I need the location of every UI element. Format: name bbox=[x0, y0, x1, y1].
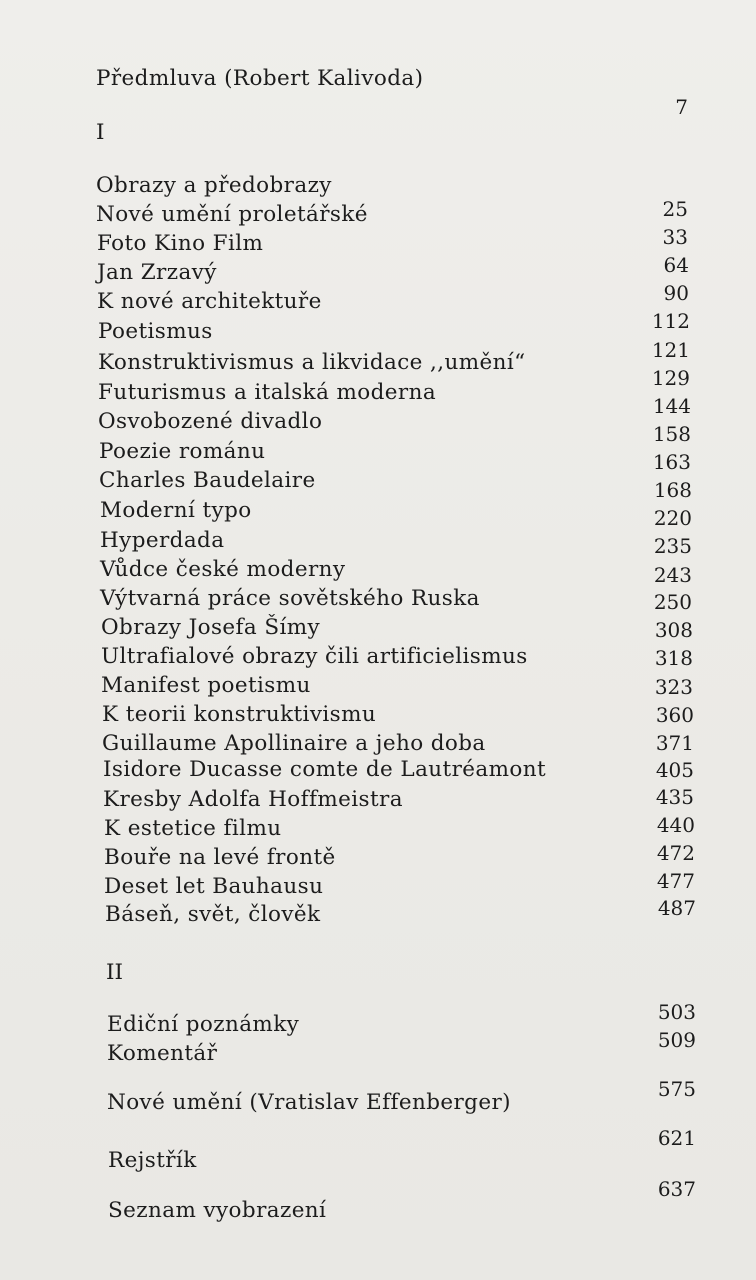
toc-page-number: 477 bbox=[656, 869, 695, 893]
toc-page-number: 323 bbox=[654, 675, 693, 699]
toc-entry: Vůdce české moderny bbox=[100, 557, 346, 582]
toc-page-number: 250 bbox=[653, 590, 692, 614]
toc-entry: Ediční poznámky bbox=[107, 1012, 300, 1037]
toc-page-number: 435 bbox=[655, 785, 694, 809]
toc-page-number: 308 bbox=[654, 618, 693, 642]
toc-page-number: 163 bbox=[652, 450, 691, 474]
toc-page-number: 90 bbox=[663, 281, 689, 305]
section-heading-ii: II bbox=[106, 960, 123, 985]
toc-page-number: 64 bbox=[663, 253, 689, 277]
toc-page-number: 33 bbox=[662, 225, 688, 249]
toc-entry: Výtvarná práce sovětského Ruska bbox=[100, 586, 480, 611]
toc-entry: Obrazy Josefa Šímy bbox=[101, 615, 321, 640]
toc-page-number: 637 bbox=[657, 1177, 696, 1201]
toc-page-number: 472 bbox=[656, 841, 695, 865]
toc-page-number: 112 bbox=[651, 309, 690, 333]
toc-page-number: 25 bbox=[662, 197, 688, 221]
toc-page-number: 503 bbox=[657, 1000, 696, 1024]
toc-page-number: 360 bbox=[655, 703, 694, 727]
toc-page-number: 440 bbox=[656, 813, 695, 837]
toc-entry: Rejstřík bbox=[108, 1148, 197, 1173]
toc-entry: Nové umění (Vratislav Effenberger) bbox=[107, 1090, 511, 1115]
toc-page-number: 158 bbox=[652, 422, 691, 446]
toc-entry: Obrazy a předobrazy bbox=[96, 173, 332, 198]
toc-page-number: 371 bbox=[655, 731, 694, 755]
toc-entry: Hyperdada bbox=[100, 528, 225, 553]
toc-page-number: 487 bbox=[657, 896, 696, 920]
toc-entry: K nové architektuře bbox=[97, 289, 322, 314]
toc-entry: Isidore Ducasse comte de Lautréamont bbox=[103, 757, 547, 782]
section-heading-i: I bbox=[96, 120, 105, 145]
toc-page-number: 621 bbox=[657, 1126, 696, 1150]
toc-page-number: 220 bbox=[653, 506, 692, 530]
toc-page-number: 509 bbox=[657, 1028, 696, 1052]
toc-entry: Poezie románu bbox=[99, 439, 266, 464]
toc-page-number: 235 bbox=[653, 534, 692, 558]
toc-entry: Futurismus a italská moderna bbox=[98, 380, 437, 405]
toc-entry: Nové umění proletářské bbox=[96, 202, 368, 227]
toc-page-number: 168 bbox=[653, 478, 692, 502]
toc-entry: Moderní typo bbox=[100, 498, 252, 523]
toc-entry: Báseň, svět, člověk bbox=[105, 902, 321, 927]
toc-page-number: 243 bbox=[653, 563, 692, 587]
toc-page-number: 129 bbox=[651, 366, 690, 390]
toc-entry: K teorii konstruktivismu bbox=[102, 702, 377, 727]
toc-entry: Seznam vyobrazení bbox=[108, 1198, 327, 1223]
toc-entry: Guillaume Apollinaire a jeho doba bbox=[102, 731, 486, 756]
toc-entry: Bouře na levé frontě bbox=[104, 845, 336, 870]
toc-entry-preface: Předmluva (Robert Kalivoda) bbox=[96, 66, 424, 91]
toc-entry: Poetismus bbox=[98, 319, 213, 344]
toc-entry: Ultrafialové obrazy čili artificielismus bbox=[101, 644, 528, 669]
toc-entry: Charles Baudelaire bbox=[99, 468, 316, 493]
toc-page-number: 318 bbox=[654, 646, 693, 670]
toc-entry: Foto Kino Film bbox=[97, 231, 264, 256]
toc-entry: Osvobozené divadlo bbox=[98, 409, 323, 434]
toc-page-number: 575 bbox=[657, 1077, 696, 1101]
toc-page-number: 121 bbox=[651, 338, 690, 362]
toc-entry: Kresby Adolfa Hoffmeistra bbox=[103, 787, 403, 812]
toc-entry: Manifest poetismu bbox=[101, 673, 311, 698]
toc-page-preface: 7 bbox=[675, 95, 688, 119]
toc-page-number: 405 bbox=[655, 758, 694, 782]
toc-entry: Deset let Bauhausu bbox=[104, 874, 324, 899]
toc-entry: Jan Zrzavý bbox=[97, 260, 217, 285]
toc-entry: K estetice filmu bbox=[104, 816, 282, 841]
toc-entry: Konstruktivismus a likvidace ,,umění“ bbox=[98, 350, 526, 375]
toc-page-number: 144 bbox=[652, 394, 691, 418]
toc-entry: Komentář bbox=[107, 1041, 218, 1066]
